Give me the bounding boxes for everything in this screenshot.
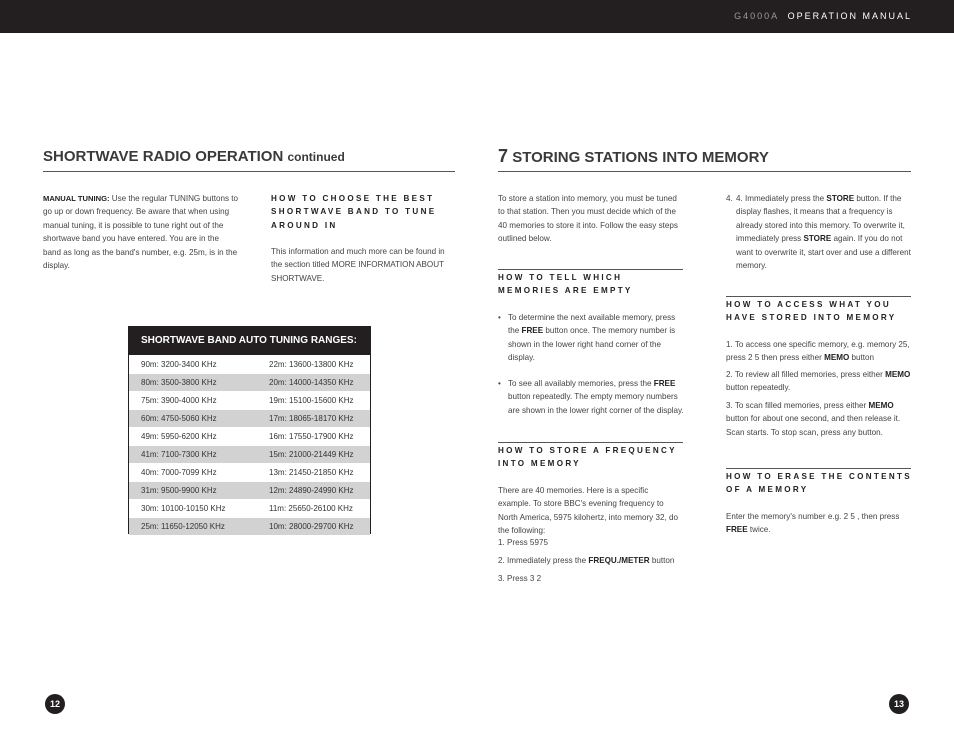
table-cell: 49m: 5950-6200 KHz — [141, 432, 217, 441]
left-title-sub: continued — [287, 150, 345, 164]
access-item-2 — [726, 368, 914, 395]
table-cell: 19m: 15100-15600 KHz — [269, 396, 354, 405]
band-ranges-table — [128, 326, 371, 534]
intro-paragraph: To store a station into memory, you must be tuned to that station. Then you must decide which of the 40 memories to store it into. Follow the easy steps outlined below. — [498, 194, 678, 244]
access1-post: button — [851, 353, 875, 363]
manual-tuning-label: MANUAL TUNING: — [43, 194, 110, 203]
manual-tuning-text: Use the regular TUNING buttons to go up or down frequency. Be aware that when using manual tuning, it is possible to tune right out of the shortwave band you have entered. You are in the band as long as the band's number, e.g. 25m, is in the display. — [43, 194, 239, 271]
store-freq-heading: HOW TO STORE A FREQUENCY INTO MEMORY — [498, 446, 677, 469]
bullet1-key: FREE — [521, 326, 544, 336]
access-rule — [726, 296, 911, 297]
section-number: 7 — [498, 146, 509, 166]
store-step-2 — [498, 554, 683, 567]
manual-tuning-paragraph — [43, 192, 239, 272]
erase-pre: Enter the memory's number e.g. 2 5 , then press — [726, 512, 900, 521]
right-section-title — [498, 146, 769, 167]
erase-key: FREE — [726, 525, 748, 535]
table-row — [129, 517, 370, 535]
store-freq-text: There are 40 memories. Here is a specific example. To store BBC's evening frequency to North America, 5975 kilohertz, into memory 32, do the following: — [498, 486, 678, 536]
left-section-title — [43, 148, 345, 165]
access1-pre: 1. To access one specific memory, e.g. memory 25, press 2 5 then press either — [726, 340, 910, 363]
store-step-4 — [736, 192, 911, 272]
table-cell: 13m: 21450-21850 KHz — [269, 468, 354, 477]
table-cell: 16m: 17550-17900 KHz — [269, 432, 354, 441]
table-cell: 10m: 28000-29700 KHz — [269, 522, 354, 531]
table-cell: 20m: 14000-14350 KHz — [269, 378, 354, 387]
table-row — [129, 409, 370, 427]
table-cell: 25m: 11650-12050 KHz — [141, 522, 225, 531]
access3-pre: 3. To scan filled memories, press either — [726, 401, 867, 410]
table-cell: 90m: 3200-3400 KHz — [141, 360, 217, 369]
erase-post: twice. — [749, 525, 771, 535]
store-step-3: 3. Press 3 2 — [498, 574, 542, 583]
manual-title: OPERATION MANUAL — [787, 11, 912, 21]
tell-empty-rule — [498, 269, 683, 270]
step4-key: STORE — [826, 194, 855, 203]
table-cell: 22m: 13600-13800 KHz — [269, 360, 354, 369]
access3-key: MEMO — [868, 401, 894, 410]
table-cell: 60m: 4750-5060 KHz — [141, 414, 217, 423]
bullet2-pre: To see all availably memories, press the — [508, 379, 652, 388]
right-title-text: STORING STATIONS INTO MEMORY — [512, 149, 769, 166]
bullet-marker: • — [498, 379, 501, 388]
step2-key: FREQU./METER — [588, 556, 650, 565]
table-row — [129, 463, 370, 481]
band-ranges-table-title: SHORTWAVE BAND AUTO TUNING RANGES: — [129, 327, 370, 355]
choose-band-heading: HOW TO CHOOSE THE BEST SHORTWAVE BAND TO TUNE AROUND IN — [271, 194, 437, 230]
erase-heading: HOW TO ERASE THE CONTENTS OF A MEMORY — [726, 472, 912, 495]
bullet2-key: FREE — [653, 379, 676, 388]
choose-band-text: This information and much more can be found in the section titled MORE INFORMATION ABOUT SHORTWAVE. — [271, 247, 445, 283]
bullet-item-2 — [508, 377, 686, 417]
left-title-main: SHORTWAVE RADIO OPERATION — [43, 148, 284, 165]
table-cell: 80m: 3500-3800 KHz — [141, 378, 217, 387]
table-cell: 31m: 9500-9900 KHz — [141, 486, 217, 495]
left-title-rule — [43, 171, 455, 172]
bullet-item-1 — [508, 311, 680, 365]
table-cell: 17m: 18065-18170 KHz — [269, 414, 354, 423]
access2-post: button repeatedly. — [726, 383, 791, 393]
access2-key: MEMO — [885, 370, 911, 379]
header-title — [734, 11, 912, 21]
access-item-3 — [726, 399, 911, 439]
access2-pre: 2. To review all filled memories, press either — [726, 370, 883, 379]
step4-key2: STORE — [803, 234, 832, 244]
table-row — [129, 427, 370, 445]
table-cell: 41m: 7100-7300 KHz — [141, 450, 217, 459]
table-cell: 11m: 25650-26100 KHz — [269, 504, 353, 513]
step4-post: again. If you do not want to overwrite it, start over and use a different memory. — [736, 234, 911, 271]
tell-empty-heading: HOW TO TELL WHICH MEMORIES ARE EMPTY — [498, 273, 633, 296]
access-heading: HOW TO ACCESS WHAT YOU HAVE STORED INTO MEMORY — [726, 300, 897, 323]
access3-post: button for about one second, and then release it. Scan starts. To stop scan, press any button. — [726, 414, 901, 437]
step2-post: button — [651, 556, 675, 565]
bullet1-post: button once. The memory number is shown in the lower right hand corner of the display. — [508, 326, 676, 363]
access-item-1 — [726, 338, 911, 365]
table-cell: 30m: 10100-10150 KHz — [141, 504, 226, 513]
table-cell: 40m: 7000-7099 KHz — [141, 468, 217, 477]
table-row — [129, 391, 370, 409]
right-title-rule — [498, 171, 911, 172]
store-step-1: 1. Press 5975 — [498, 538, 548, 547]
erase-rule — [726, 468, 911, 469]
table-row — [129, 373, 370, 391]
table-cell: 12m: 24890-24990 KHz — [269, 486, 354, 495]
table-cell: 75m: 3900-4000 KHz — [141, 396, 217, 405]
table-cell: 15m: 21000-21449 KHz — [269, 450, 354, 459]
store-freq-rule — [498, 442, 683, 443]
access1-key: MEMO — [824, 353, 850, 363]
page-number-left: 12 — [45, 694, 65, 714]
table-row — [129, 481, 370, 499]
step4-mid: button. If the display flashes, it means that a frequency is already stored into this memory. To overwrite it, immediately press — [736, 194, 905, 244]
table-row — [129, 445, 370, 463]
table-row — [129, 355, 370, 373]
step2-pre: 2. Immediately press the — [498, 556, 587, 565]
step4-number: 4. — [726, 194, 733, 203]
table-row — [129, 499, 370, 517]
model-name: G4000A — [734, 11, 780, 21]
page-number-right: 13 — [889, 694, 909, 714]
step4-pre: 4. Immediately press the — [736, 194, 825, 203]
header-bar — [0, 0, 954, 33]
erase-text — [726, 510, 911, 537]
bullet-marker: • — [498, 313, 501, 322]
bullet1-pre: To determine the next available memory, press the — [508, 313, 676, 336]
bullet2-post: button repeatedly. The empty memory numbers are shown in the lower right corner of the display. — [508, 392, 684, 415]
